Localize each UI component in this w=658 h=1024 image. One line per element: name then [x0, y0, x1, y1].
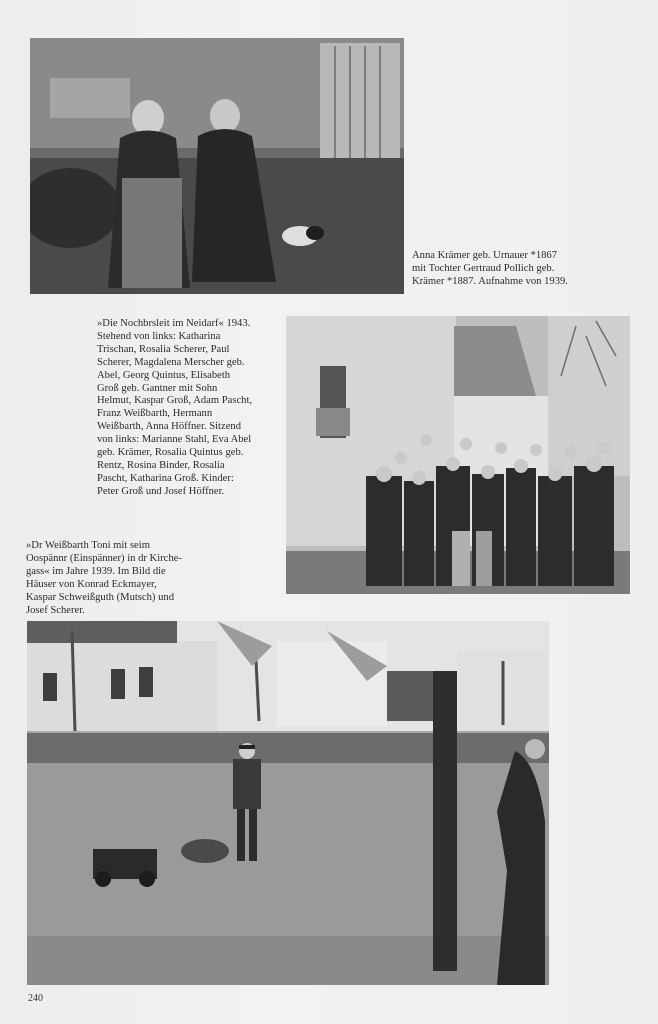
caption-line: Josef Scherer. [26, 604, 85, 616]
photo-street-scene [27, 621, 549, 985]
page-number: 240 [28, 993, 43, 1004]
caption-line: von links: Marianne Stahl, Eva Abel [97, 434, 252, 446]
caption-line: »Dr Weißbarth Toni mit seim [26, 540, 150, 551]
caption-line: Oospännr (Einspänner) in dr Kirche- [26, 552, 182, 564]
caption-line: Stehend von links: Katharina [97, 330, 221, 342]
photo-neighbours-group [286, 316, 630, 594]
caption-photo-1 [412, 250, 632, 289]
caption-line: Pascht, Katharina Groß. Kinder: [97, 472, 234, 484]
photo-two-women-seated [30, 38, 404, 294]
caption-photo-2 [97, 318, 285, 499]
caption-line: Helmut, Kaspar Groß, Adam Pascht, [97, 395, 253, 407]
caption-line: Trischan, Rosalia Scherer, Paul [97, 343, 230, 355]
caption-line: Anna Krämer geb. Urnauer *1867 [412, 250, 558, 261]
caption-line: gass« im Jahre 1939. Im Bild die [26, 565, 166, 577]
caption-photo-3 [26, 540, 246, 617]
caption-line: Peter Groß und Josef Höffner. [97, 485, 225, 497]
caption-line: Groß geb. Gantner mit Sohn [97, 382, 218, 394]
caption-line: Abel, Georg Quintus, Elisabeth [97, 369, 231, 381]
caption-line: »Die Nochbrsleit im Neidarf« 1943. [97, 318, 251, 329]
caption-line: Rentz, Rosina Binder, Rosalia [97, 459, 225, 471]
caption-line: Krämer *1887. Aufnahme von 1939. [412, 275, 568, 287]
caption-line: Franz Weißbarth, Hermann [97, 408, 213, 420]
caption-line: geb. Krämer, Rosalia Quintus geb. [97, 447, 244, 459]
caption-line: Häuser von Konrad Eckmayer, [26, 578, 157, 590]
caption-line: Scherer, Magdalena Merscher geb. [97, 356, 245, 368]
caption-line: Kaspar Schweißguth (Mutsch) und [26, 591, 174, 603]
caption-line: mit Tochter Gertraud Pollich geb. [412, 262, 555, 274]
caption-line: Weißbarth, Anna Höffner. Sitzend [97, 421, 241, 433]
